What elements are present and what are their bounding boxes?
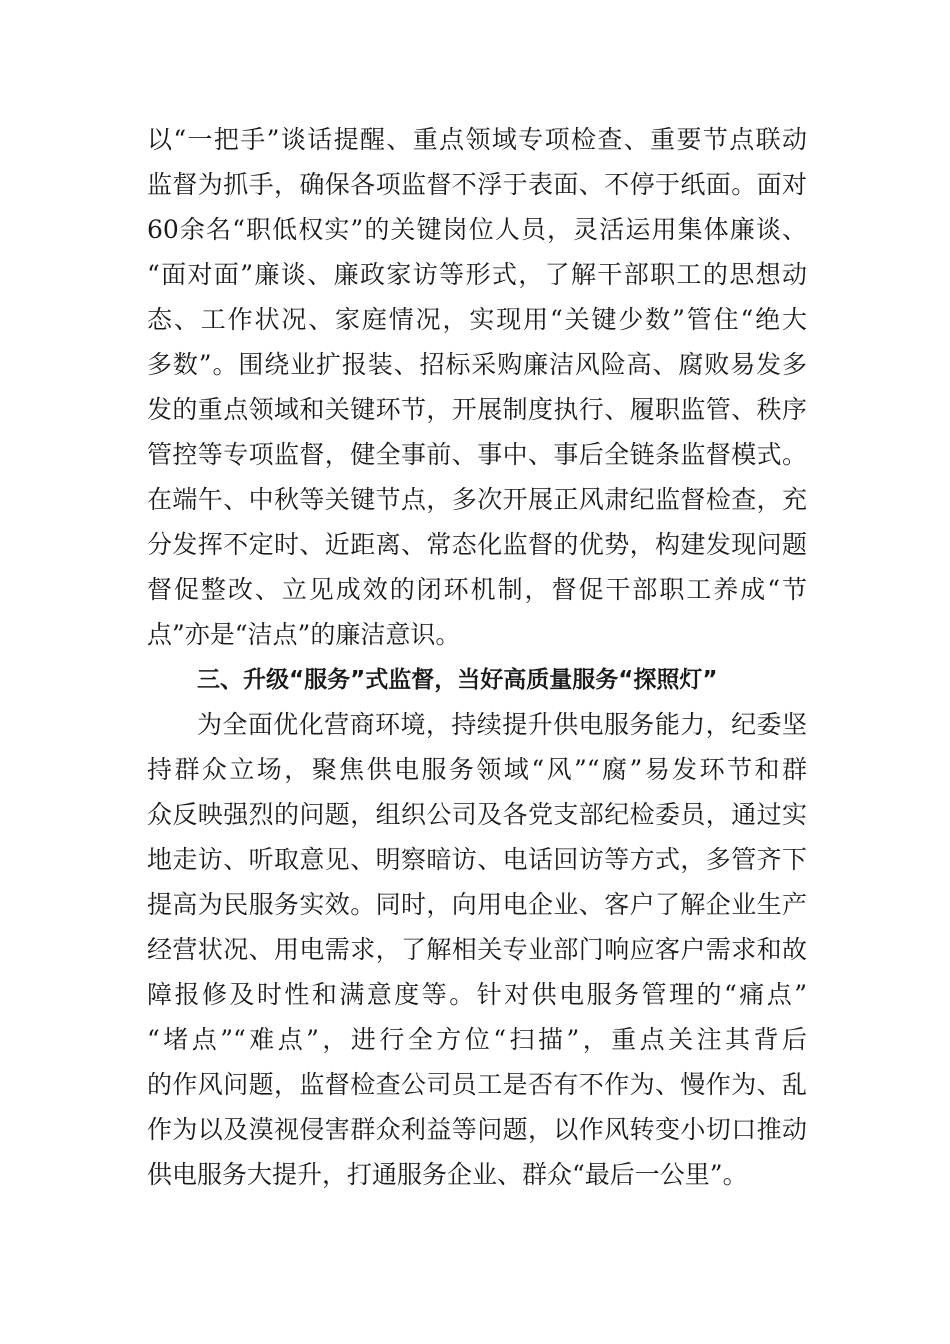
- paragraph-1-line-5: 态、工作状况、家庭情况，实现用“关键少数”管住“绝大: [147, 305, 807, 334]
- paragraph-1-line-10: 分发挥不定时、近距离、常态化监督的优势，构建发现问题: [147, 530, 807, 559]
- paragraph-1-line-11: 督促整改、立见成效的闭环机制，督促干部职工养成“节: [147, 575, 807, 604]
- paragraph-2-line-8: “堵点”“难点”，进行全方位“扫描”，重点关注其背后: [147, 1025, 807, 1054]
- paragraph-1-line-7: 发的重点领域和关键环节，开展制度执行、履职监管、秩序: [147, 395, 807, 424]
- paragraph-2-line-7: 障报修及时性和满意度等。针对供电服务管理的“痛点”: [147, 980, 807, 1009]
- paragraph-1-line-3: 60余名“职低权实”的关键岗位人员，灵活运用集体廉谈、: [147, 215, 807, 244]
- paragraph-2-line-9: 的作风问题，监督检查公司员工是否有不作为、慢作为、乱: [147, 1070, 807, 1099]
- paragraph-1-line-1: 以“一把手”谈话提醒、重点领域专项检查、重要节点联动: [147, 125, 807, 154]
- paragraph-1-line-6: 多数”。围绕业扩报装、招标采购廉洁风险高、腐败易发多: [147, 350, 807, 379]
- paragraph-2-line-4: 地走访、听取意见、明察暗访、电话回访等方式，多管齐下: [147, 845, 807, 874]
- paragraph-1-line-9: 在端午、中秋等关键节点，多次开展正风肃纪监督检查，充: [147, 485, 807, 514]
- paragraph-2-line-3: 众反映强烈的问题，组织公司及各党支部纪检委员，通过实: [147, 800, 807, 829]
- paragraph-1-line-2: 监督为抓手，确保各项监督不浮于表面、不停于纸面。面对: [147, 170, 807, 199]
- paragraph-2-line-10: 作为以及漠视侵害群众利益等问题，以作风转变小切口推动: [147, 1115, 807, 1144]
- paragraph-1-line-12: 点”亦是“洁点”的廉洁意识。: [147, 620, 461, 649]
- paragraph-1-line-4: “面对面”廉谈、廉政家访等形式，了解干部职工的思想动: [147, 260, 807, 289]
- paragraph-2-line-2: 持群众立场，聚焦供电服务领域“风”“腐”易发环节和群: [147, 755, 807, 784]
- paragraph-2-line-5: 提高为民服务实效。同时，向用电企业、客户了解企业生产: [147, 890, 807, 919]
- paragraph-2-line-11: 供电服务大提升，打通服务企业、群众“最后一公里”。: [147, 1160, 748, 1189]
- paragraph-2-line-6: 经营状况、用电需求，了解相关专业部门响应客户需求和故: [147, 935, 807, 964]
- paragraph-2-line-1: 为全面优化营商环境，持续提升供电服务能力，纪委坚: [197, 710, 807, 739]
- section-heading: 三、升级“服务”式监督，当好高质量服务“探照灯”: [197, 667, 718, 693]
- paragraph-1-line-8: 管控等专项监督，健全事前、事中、事后全链条监督模式。: [147, 440, 807, 469]
